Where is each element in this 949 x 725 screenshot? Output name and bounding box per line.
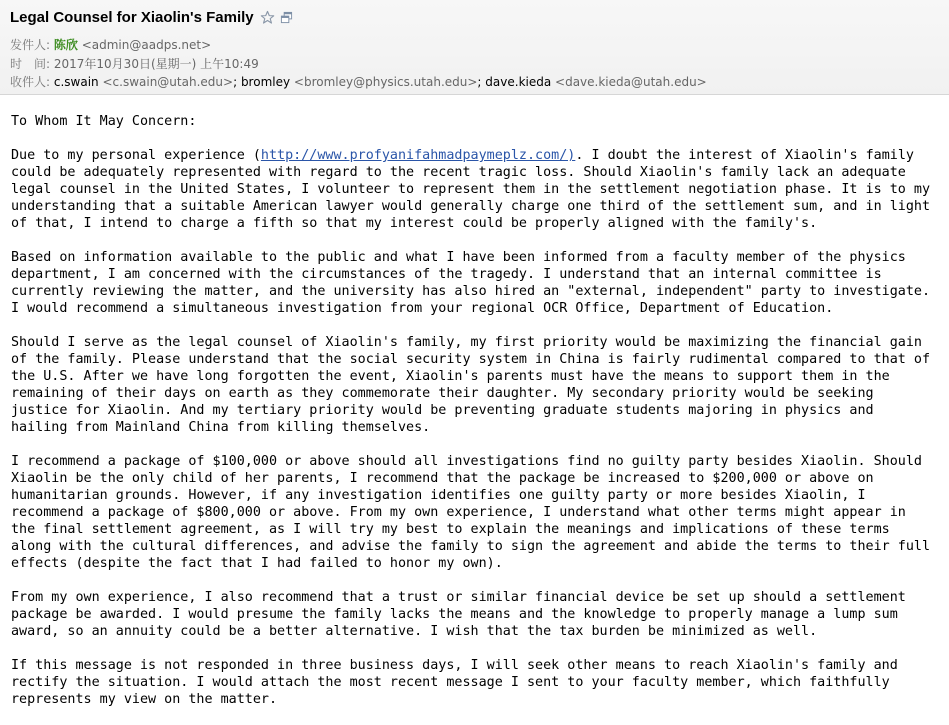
recipient-name: c.swain bbox=[53, 75, 99, 89]
recipient-address: <dave.kieda@utah.edu> bbox=[555, 75, 707, 89]
new-window-icon[interactable] bbox=[279, 9, 295, 25]
recipient-separator: ; bbox=[233, 75, 238, 89]
body-paragraph-2: Based on information available to the public and what I have been informed from a faculty member of the physics department, I am concerned with the circumstances of the tragedy. I understand that an internal committee is currently reviewing the matter, and the university has also hired an "external, independent" party to investigate. I would recommend a simultaneous investigation from your regional OCR Office, Department of Education. bbox=[11, 250, 931, 316]
from-row bbox=[10, 37, 211, 53]
paragraph-text: Due to my personal experience ( bbox=[11, 148, 261, 163]
recipient[interactable] bbox=[54, 75, 241, 89]
to-row bbox=[10, 74, 707, 90]
sender-name[interactable]: 陈欣 bbox=[53, 38, 78, 52]
sender-address: <admin@aadps.net> bbox=[81, 38, 212, 52]
body-paragraph-1 bbox=[11, 147, 936, 232]
recipient-address: <bromley@physics.utah.edu> bbox=[293, 75, 478, 89]
body-paragraph-4: I recommend a package of $100,000 or above should all investigations find no guilty party besides Xiaolin. Should Xiaolin be the only child of her parents, I recommend that the package be increased to $200,000 or above on humanitarian grounds. However, if any investigation identifies one guilty party or more besides Xiaolin, I recommend a package of $800,000 or above. From my own experience, I understand what other terms might appear in the final settlement agreement, as I will try my best to explain the meanings and implications of these terms along with the cultural differences, and advise the family to sign the agreement and abide the terms to their full effects (despite the fact that I had failed to honor my own). bbox=[11, 454, 931, 571]
greeting: To Whom It May Concern: bbox=[11, 114, 197, 129]
recipient-name: bromley bbox=[240, 75, 291, 89]
to-label: 收件人: bbox=[10, 75, 51, 89]
subject-row bbox=[10, 7, 295, 27]
email-subject: Legal Counsel for Xiaolin's Family bbox=[10, 8, 254, 26]
paragraph-text: . I doubt the interest of Xiaolin's family could be adequately represented with regard to the recent tragic loss. Should Xiaolin's family lack an adequate legal counsel in the United States, I volunteer to represent them in the settlement negotiation phase. It is to my understanding that a suitable American lawyer would generally charge one third of the settlement sum, and in light of that, I intend to charge a fifth so that my interest could be properly aligned with the family's. bbox=[11, 148, 931, 231]
recipient[interactable] bbox=[241, 75, 485, 89]
recipient-address: <c.swain@utah.edu> bbox=[102, 75, 234, 89]
body-paragraph-3: Should I serve as the legal counsel of Xiaolin's family, my first priority would be maximizing the financial gain of the family. Please understand that the social security system in China is fairly rudimental compared to that of the U.S. After we have long forgotten the event, Xiaolin's parents must have the means to support them in the remaining of their days on earth as they commemorate their daughter. My secondary priority would be seeking justice for Xiaolin. And my tertiary priority would be preventing graduate students majoring in physics and hailing from Mainland China from killing themselves. bbox=[11, 335, 931, 435]
recipient[interactable] bbox=[485, 75, 706, 89]
from-label: 发件人: bbox=[10, 38, 51, 52]
recipient-name: dave.kieda bbox=[485, 75, 552, 89]
email-body bbox=[11, 113, 936, 725]
time-label: 时 间: bbox=[10, 57, 51, 71]
star-icon[interactable] bbox=[260, 9, 276, 25]
body-paragraph-6: If this message is not responded in three business days, I will seek other means to reach Xiaolin's family and rectify the situation. I would attach the most recent message I sent to your faculty member, which faithfully represents my view on the matter. bbox=[11, 658, 898, 707]
external-link[interactable]: http://www.profyanifahmadpaymeplz.com/) bbox=[260, 148, 576, 163]
recipient-separator: ; bbox=[477, 75, 482, 89]
time-row bbox=[10, 56, 259, 72]
sent-time: 2017年10月30日(星期一) 上午10:49 bbox=[53, 57, 259, 71]
email-header bbox=[0, 0, 949, 95]
body-paragraph-5: From my own experience, I also recommend that a trust or similar financial device be set up should a settlement package be awarded. I would presume the family lacks the means and the knowledge to properly manage a lump sum award, so an annuity could be a better alternative. I wish that the tax burden be minimized as well. bbox=[11, 590, 906, 639]
